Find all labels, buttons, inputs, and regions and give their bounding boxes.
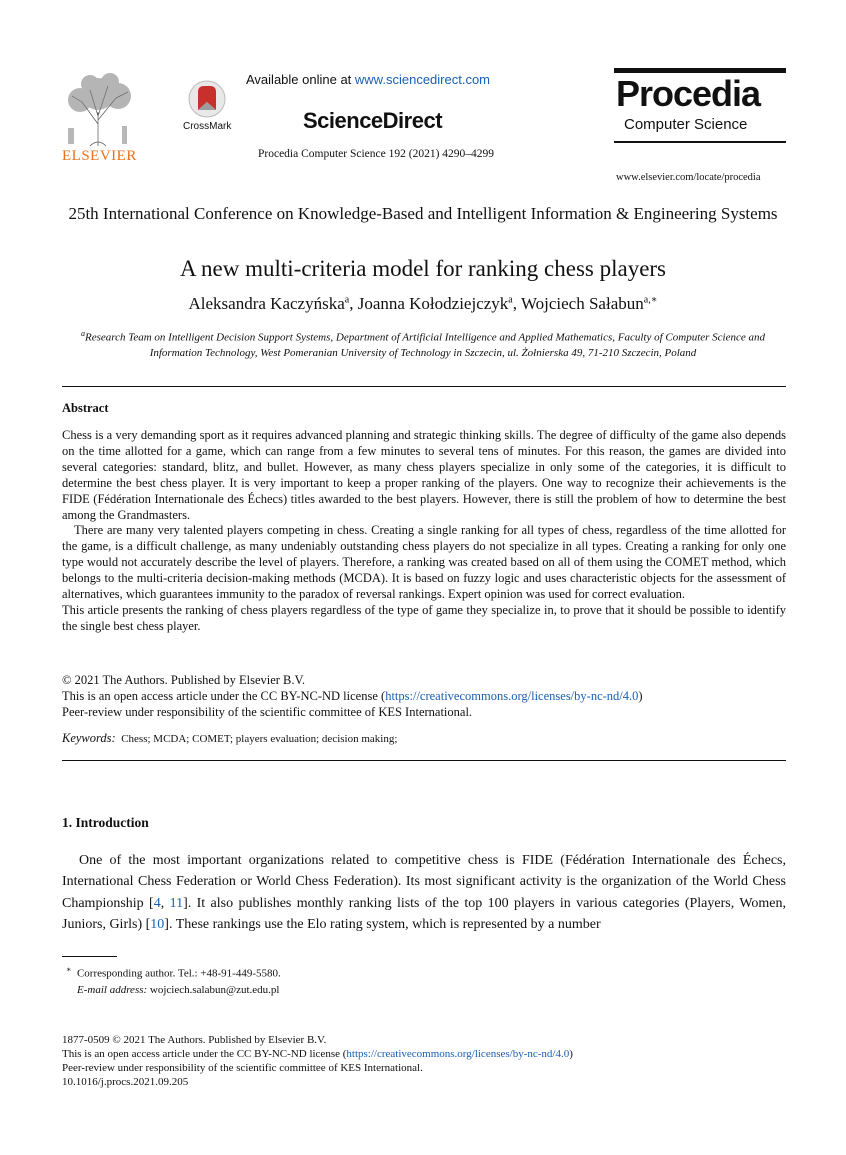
abstract-paragraph: This article presents the ranking of chess players regardless of the type of game they specialize in, to prove that it should be possible to identify the single best chess player.: [62, 602, 786, 633]
citation-link[interactable]: 11: [169, 895, 184, 911]
journal-url[interactable]: www.elsevier.com/locate/procedia: [616, 172, 761, 183]
affiliation-mark: a: [80, 329, 85, 338]
author-affiliation-mark: a: [344, 294, 350, 306]
bottom-license-suffix: ): [569, 1048, 573, 1060]
keywords-divider: [62, 760, 786, 761]
conference-name: 25th International Conference on Knowledge-Based and Intelligent Information & Engineering Systems: [68, 204, 778, 223]
affiliation-text: Research Team on Intelligent Decision Support Systems, Department of Artificial Intelligence and Applied Mathematics, Faculty of Computer Science and Information Technology, West Pomeranian University of Technology in Szczecin, ul. Żołnierska 49, 71-210 Szczecin, Poland: [84, 331, 766, 359]
elsevier-wordmark: ELSEVIER: [62, 148, 137, 164]
bottom-license-line: [62, 1047, 573, 1061]
affiliation: [70, 326, 776, 361]
author-affiliation-mark: a,∗: [643, 294, 658, 306]
abstract-heading: Abstract: [62, 401, 109, 415]
intro-text: ,: [160, 895, 170, 911]
sciencedirect-wordmark: ScienceDirect: [303, 108, 443, 133]
issn-line: 1877-0509 © 2021 The Authors. Published by Elsevier B.V.: [62, 1034, 327, 1046]
footnote-divider: [62, 956, 117, 957]
abstract-body: [62, 428, 786, 635]
email-label: E-mail address:: [77, 983, 148, 996]
license-suffix: ): [638, 688, 643, 703]
bottom-license-prefix: This is an open access article under the CC BY-NC-ND license (: [62, 1048, 347, 1060]
author-separator: ,: [349, 294, 358, 313]
bottom-info: [62, 1033, 573, 1089]
keywords-label: Keywords:: [62, 731, 116, 745]
author-name: Joanna Kołodziejczyk: [357, 294, 509, 313]
doi[interactable]: 10.1016/j.procs.2021.09.205: [62, 1076, 189, 1088]
keywords-line: [62, 731, 397, 746]
bottom-peer-review: Peer-review under responsibility of the scientific committee of KES International.: [62, 1062, 423, 1074]
copyright-block: [62, 673, 786, 721]
procedia-logo: [614, 68, 786, 164]
license-line: [62, 689, 786, 705]
intro-text: One of the most important organizations related to competitive chess is FIDE (Fédération Internationale des Échecs, International Chess Federation or World Chess Federation). Its most significant activity is the organization of the World Chess Championship [: [62, 853, 786, 911]
section-heading: 1. Introduction: [62, 815, 149, 830]
intro-text: ]. These rankings use the Elo rating system, which is represented by a number: [164, 917, 601, 933]
copyright-line: © 2021 The Authors. Published by Elsevier B.V.: [62, 673, 306, 687]
footnote-text: Corresponding author. Tel.: +48-91-449-5580.: [76, 967, 281, 980]
procedia-logo-word: Procedia: [616, 73, 761, 114]
bottom-license-link[interactable]: https://creativecommons.org/licenses/by-nc-nd/4.0: [346, 1048, 570, 1060]
intro-text: ]. It also publishes monthly ranking lists of the top 100 players in various categories (Players, Women, Juniors, Girls) [: [62, 895, 787, 933]
footnote-corresponding: [66, 962, 281, 982]
license-prefix: This is an open access article under the CC BY-NC-ND license (: [62, 688, 386, 703]
keywords-text: Chess; MCDA; COMET; players evaluation; decision making;: [121, 733, 398, 745]
paper-title: A new multi-criteria model for ranking chess players: [179, 256, 667, 281]
citation-link[interactable]: 4: [153, 895, 161, 911]
available-prefix: Available online at: [246, 72, 355, 87]
crossmark-label: CrossMark: [183, 121, 232, 132]
abstract-paragraph: Chess is a very demanding sport as it requires advanced planning and strategic thinking skills. The degree of difficulty of the game also depends on the time allotted for a game, which can range from a few minutes to several tens of minutes. For this reason, the games are divided into several categories: standard, blitz, and bullet. However, as many chess players specialize in only some of the categories, it is difficult to determine the best chess player. It is very important to keep a proper ranking of the players. One way to recognize their achievements is the FIDE (Fédération Internationale des Échecs) titles awarded to the best players. However, there is still the problem of how to determine the best among the Grandmasters.: [62, 428, 786, 522]
procedia-logo-sub: Computer Science: [624, 116, 748, 133]
author-name: Aleksandra Kaczyńska: [188, 294, 345, 313]
available-online-line: [246, 72, 490, 87]
top-divider: [62, 386, 786, 387]
peer-review-line: Peer-review under responsibility of the scientific committee of KES International.: [62, 704, 473, 719]
license-link[interactable]: https://creativecommons.org/licenses/by-nc-nd/4.0: [385, 688, 639, 703]
intro-paragraph: [62, 850, 786, 936]
author-list: [0, 294, 846, 314]
footnote-mark: ∗: [66, 965, 72, 974]
abstract-paragraph: There are many very talented players competing in chess. Creating a single ranking for all types of chess, regardless of the time allotted for the game, is a difficult challenge, as many undeniably outstanding chess players do not specialize in all types. Creating a ranking for only one type would not accurately describe the level of players. Therefore, a ranking was created based on all of them using the COMET method, which belongs to the multi-criteria decision-making methods (MCDA). It is based on fuzzy logic and uses characteristic objects for the assessment of alternatives, which guarantees immunity to the paradox of reversal rankings. Expert opinion was used for correct evaluation.: [62, 523, 786, 602]
author-name: Wojciech Sałabun: [520, 294, 644, 313]
author-separator: ,: [512, 294, 521, 313]
footnote: [66, 962, 281, 998]
footnote-email-line: [66, 982, 281, 998]
citation-link[interactable]: 10: [150, 917, 165, 933]
author-affiliation-mark: a: [508, 294, 513, 306]
email-address[interactable]: wojciech.salabun@zut.edu.pl: [149, 983, 280, 996]
journal-citation: Procedia Computer Science 192 (2021) 4290–4299: [258, 148, 495, 160]
sciencedirect-link[interactable]: www.sciencedirect.com: [354, 72, 491, 87]
